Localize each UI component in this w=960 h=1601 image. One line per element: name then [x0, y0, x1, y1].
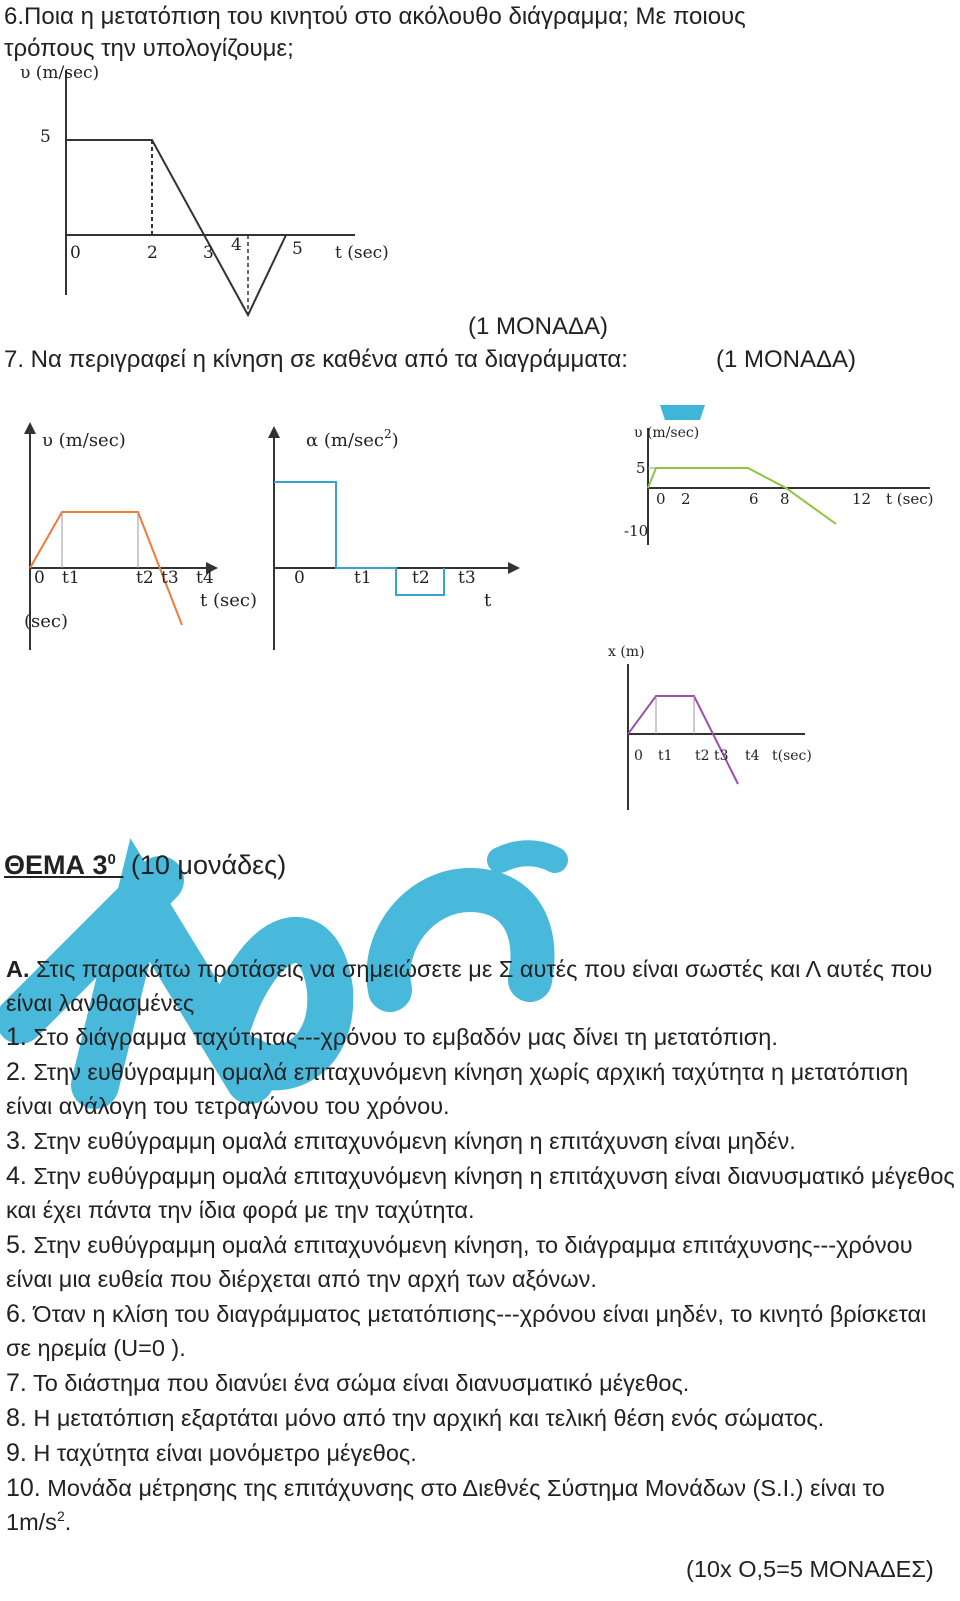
q7-g1-unit: (sec) — [24, 611, 69, 632]
thema3-intro-text: Στις παρακάτω προτάσεις να σημειώσετε με Σ αυτές που είναι σωστές και Λ αυτές που είναι λανθασμένες — [6, 956, 933, 1016]
statement-2: 2. Στην ευθύγραμμη ομαλά επιταχυνόμενη κίνηση χωρίς αρχική ταχύτητα η μετατόπιση είναι ανάλογη του τετραγώνου του χρόνου. — [6, 1058, 909, 1119]
statement-6: 6. Όταν η κλίση του διαγράμματος μετατόπισης---χρόνου είναι μηδέν, το κινητό βρίσκεται σε ηρεμία (U=0 ). — [6, 1300, 927, 1361]
q7-g2-tick-0: 0 — [294, 568, 305, 588]
q7-text: 7. Να περιγραφεί η κίνηση σε καθένα από τα διαγράμματα: — [4, 346, 628, 373]
q7-g3-xtick-12: 12 — [852, 490, 872, 508]
q7-g4-ylabel: x (m) — [608, 644, 645, 660]
thema3-points: (10x O,5=5 ΜΟΝΑΔΕΣ) — [686, 1556, 934, 1582]
thema3-subtitle: (10 μονάδες) — [130, 850, 287, 880]
q6-line1: 6.Ποια η μετατόπιση του κινητού στο ακόλουθο διάγραμμα; Με ποιους — [4, 3, 746, 30]
thema3-title: ΘΕΜΑ 3 — [4, 850, 108, 880]
q6-xlabel: t (sec) — [335, 243, 389, 263]
q6-xtick-2: 2 — [147, 243, 158, 263]
q7-graph-acceleration — [260, 420, 530, 660]
q7-g3-xtick-2: 2 — [681, 490, 691, 508]
q7-graph-velocity — [0, 420, 270, 660]
q7-g3-xtick-0: 0 — [656, 490, 666, 508]
q7-g4-tick-t1: t1 — [658, 748, 673, 764]
statement-7: 7. Το διάστημα που διανύει ένα σώμα είναι διανυσματικό μέγεθος. — [6, 1369, 690, 1397]
q7-g4-tick-t4: t4 — [745, 748, 760, 764]
q7-g3-ytick-5: 5 — [636, 459, 646, 477]
statement-4: 4. Στην ευθύγραμμη ομαλά επιταχυνόμενη κίνηση η επιτάχυνση είναι διανυσματικό μέγεθος και έχει πάντα την ίδια φορά με την ταχύτητα. — [6, 1162, 955, 1223]
q6-line2: τρόπους την υπολογίζουμε; — [4, 35, 294, 62]
q7-graph-position — [600, 636, 820, 814]
q7-g3-xlabel: t (sec) — [886, 490, 934, 508]
q7-g1-tick-t2: t2 — [136, 568, 154, 588]
statement-10: 10. Μονάδα μέτρησης της επιτάχυνσης στο Διεθνές Σύστημα Μονάδων (S.I.) είναι το $1m/s^2$. — [6, 1474, 885, 1535]
q6-ytick: 5 — [40, 127, 51, 147]
q7-g4-tick-t2: t2 — [695, 748, 710, 764]
svg-text:α (m/sec2) — [306, 427, 399, 451]
q7-g1-tick-t1: t1 — [62, 568, 80, 588]
thema3-heading — [4, 848, 286, 882]
q6-xtick-5: 5 — [292, 239, 303, 259]
q7-g1-tick-t3: t3 — [161, 568, 179, 588]
thema3-title-sup: 0 — [107, 851, 116, 868]
q7-g3-xtick-6: 6 — [749, 490, 759, 508]
statement-1: 1. Στο διάγραμμα ταχύτητας---χρόνου το εμβαδόν μας δίνει τη μετατόπιση. — [6, 1023, 778, 1051]
q7-points: (1 ΜΟΝΑΔΑ) — [716, 346, 857, 373]
q7-g3-xtick-8: 8 — [780, 490, 790, 508]
statement-9: 9. Η ταχύτητα είναι μονόμετρο μέγεθος. — [6, 1439, 417, 1467]
q7-g3-ylabel: υ (m/sec) — [634, 425, 700, 441]
q7-g2-ylabel: α (m/sec — [306, 430, 385, 451]
q7-g1-tick-t4: t4 — [196, 568, 214, 588]
q6-xtick-0: 0 — [70, 243, 81, 263]
statement-5: 5. Στην ευθύγραμμη ομαλά επιταχυνόμενη κίνηση, το διάγραμμα επιτάχυνσης---χρόνου είναι μια ευθεία που διέρχεται από την αρχή των αξόνων. — [6, 1231, 913, 1292]
q7-g1-ylabel: υ (m/sec) — [42, 430, 126, 451]
q7-g2-ylabel-sup: 2 — [384, 427, 392, 441]
q6-ylabel: υ (m/sec) — [20, 63, 100, 83]
statement-3: 3. Στην ευθύγραμμη ομαλά επιταχυνόμενη κίνηση η επιτάχυνση είναι μηδέν. — [6, 1127, 796, 1155]
q7-g1-xlabel: t (sec) — [200, 590, 257, 611]
q7-g4-xlabel: t(sec) — [772, 748, 812, 764]
q7-g1-tick-0: 0 — [34, 568, 45, 588]
q7-g2-xlabel: t — [484, 590, 492, 611]
q7-g2-tick-t1: t1 — [354, 568, 372, 588]
q6-xtick-3: 3 — [203, 243, 214, 263]
q6-velocity-graph — [0, 60, 420, 330]
q7-g2-tick-t3: t3 — [458, 568, 476, 588]
q6-xtick-4: 4 — [231, 235, 242, 255]
q7-g2-ylabel-close: ) — [391, 430, 399, 451]
q7-g3-ytick-neg10: -10 — [624, 522, 649, 540]
q7-g4-tick-t3: t3 — [714, 748, 729, 764]
statement-8: 8. Η μετατόπιση εξαρτάται μόνο από την αρχική και τελική θέση ενός σώματος. — [6, 1404, 825, 1432]
q6-points: (1 ΜΟΝΑΔΑ) — [468, 313, 609, 340]
q7-graph-velocity-2 — [600, 420, 940, 550]
thema3-intro — [6, 952, 956, 1020]
q7-g4-tick-0: 0 — [634, 748, 643, 764]
thema3-intro-letter: Α. — [6, 956, 30, 982]
q7-g2-tick-t2: t2 — [412, 568, 430, 588]
